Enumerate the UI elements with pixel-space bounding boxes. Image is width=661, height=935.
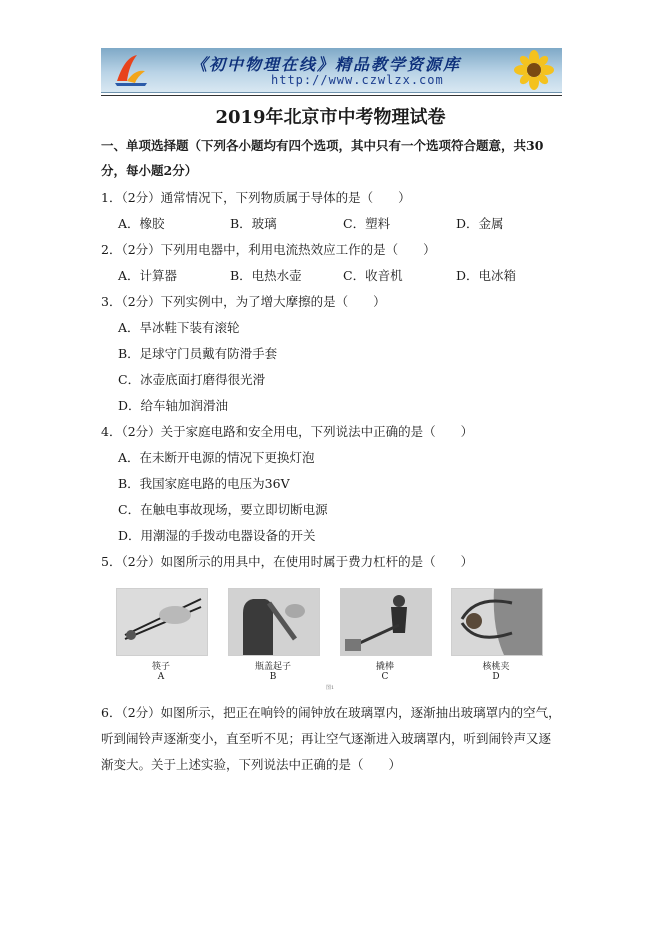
figure-nutcracker (451, 588, 543, 656)
question-3-stem: 3．（2分）下列实例中，为了增大摩擦的是（ ） (101, 294, 386, 309)
q2-option-a: A．计算器 (118, 268, 178, 283)
figure-c-letter: C (381, 672, 389, 682)
figure-a-caption: 筷子 (151, 662, 170, 672)
banner-title: 《初中物理在线》精品教学资源库 (191, 55, 462, 74)
figure-label: 图1 (326, 685, 335, 691)
question-2-stem: 2．（2分）下列用电器中，利用电流热效应工作的是（ ） (101, 242, 436, 257)
header-rule (101, 95, 562, 96)
sunflower-icon (494, 50, 554, 90)
page-title: 2019年北京市中考物理试卷 (215, 107, 446, 128)
question-6-stem: 6．（2分）如图所示，把正在响铃的闹钟放在玻璃罩内，逐渐抽出玻璃罩内的空气，听到闹铃声逐渐变小，直至听不见；再让空气逐渐进入玻璃罩内，听到闹铃声又逐渐变大。关于上述实验，下列说法中正确的是（ ） (101, 705, 561, 772)
figure-chopsticks (116, 588, 208, 656)
q4-option-d: D．用潮湿的手拨动电器设备的开关 (118, 528, 316, 543)
q1-option-d: D．金属 (456, 216, 504, 231)
question-5-stem: 5．（2分）如图所示的用具中，在使用时属于费力杠杆的是（ ） (101, 554, 474, 569)
q3-option-a: A．旱冰鞋下装有滚轮 (118, 320, 240, 335)
figure-c-caption: 撬棒 (375, 662, 394, 672)
q2-option-d: D．电冰箱 (456, 268, 517, 283)
q3-option-c: C．冰壶底面打磨得很光滑 (118, 372, 266, 387)
crowbar-icon (341, 589, 431, 655)
figure-b-caption: 瓶盖起子 (254, 662, 291, 672)
q1-option-a: A．橡胶 (118, 216, 165, 231)
logo-icon (111, 51, 151, 89)
chopsticks-icon (117, 589, 207, 655)
figure-d-letter: D (492, 672, 500, 682)
header-banner (101, 48, 562, 93)
q4-option-c: C．在触电事故现场，要立即切断电源 (118, 502, 328, 517)
nutcracker-icon (452, 589, 542, 655)
q3-option-d: D．给车轴加润滑油 (118, 398, 229, 413)
banner-url[interactable]: http://www.czwlzx.com (271, 73, 444, 87)
figure-bottle-opener (228, 588, 320, 656)
q2-option-b: B．电热水壶 (230, 268, 302, 283)
section-heading: 一、单项选择题（下列各小题均有四个选项，其中只有一个选项符合题意，共30分，每小题2分） (101, 138, 544, 178)
figure-b-letter: B (269, 672, 277, 682)
q1-option-c: C．塑料 (343, 216, 391, 231)
q4-option-a: A．在未断开电源的情况下更换灯泡 (118, 450, 315, 465)
figure-d-caption: 核桃夹 (482, 662, 510, 672)
figure-a-letter: A (157, 672, 165, 682)
q1-option-b: B．玻璃 (230, 216, 277, 231)
q3-option-b: B．足球守门员戴有防滑手套 (118, 346, 278, 361)
figure-crowbar (340, 588, 432, 656)
question-4-stem: 4．（2分）关于家庭电路和安全用电，下列说法中正确的是（ ） (101, 424, 474, 439)
q2-option-c: C．收音机 (343, 268, 403, 283)
bottle-opener-icon (229, 589, 319, 655)
q4-option-b: B．我国家庭电路的电压为36V (118, 476, 290, 491)
question-1-stem: 1．（2分）通常情况下，下列物质属于导体的是（ ） (101, 190, 411, 205)
